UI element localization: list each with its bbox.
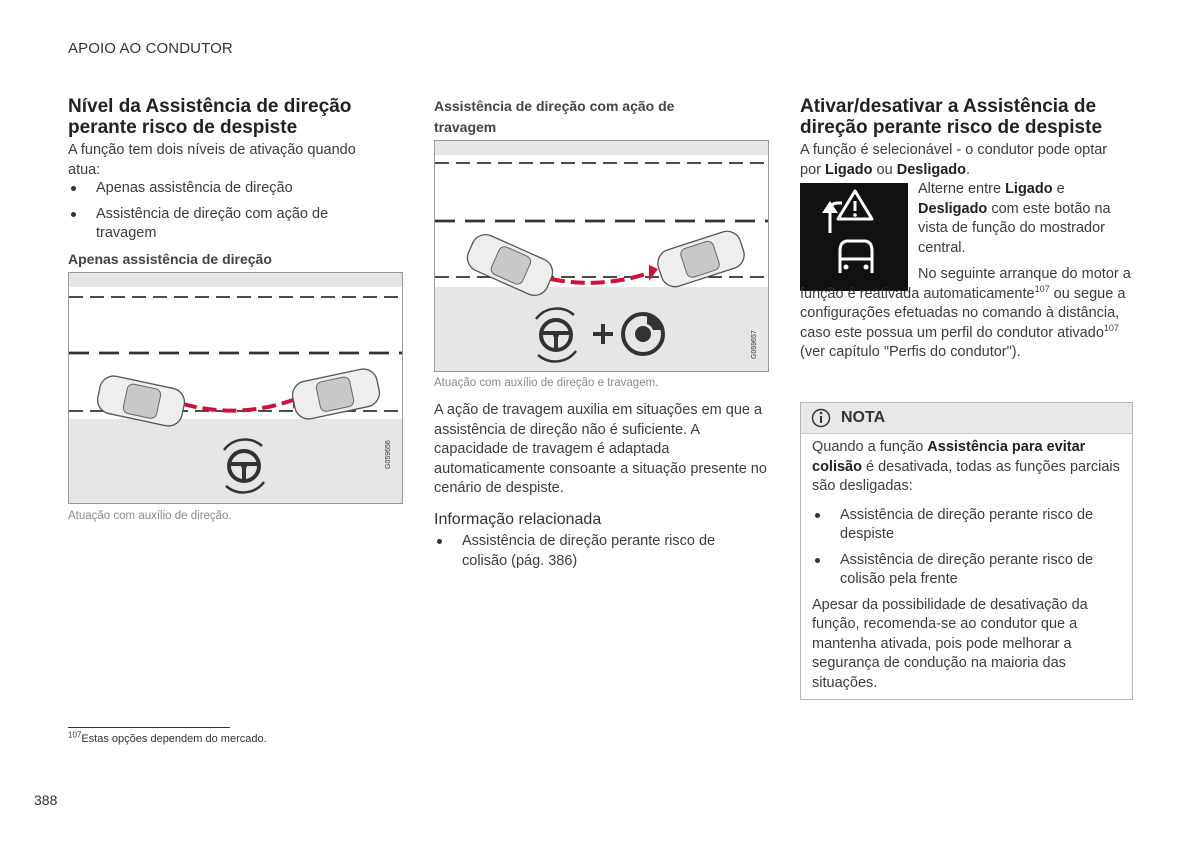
- nota-box: [800, 402, 1133, 700]
- figure-steering-braking: [434, 140, 769, 372]
- steering-assist-icon: [536, 309, 576, 362]
- nota-header: [801, 403, 1132, 434]
- footnote-divider: [68, 727, 230, 728]
- figure-code: G059656: [385, 440, 392, 469]
- section-title-level: Nível da Assistência de direção perante risco de despiste: [68, 96, 352, 138]
- toggle-intro: A função é selecionável - o condutor pode optar por Ligado ou Desligado.: [800, 142, 1108, 178]
- figure-caption: Atuação com auxílio de direção.: [68, 510, 232, 522]
- list-item: Assistência de direção com ação de travagem: [68, 205, 390, 244]
- restart-paragraph: No seguinte arranque do motor a função é reativada automaticamente$^{107}$ ou segue a configurações efetuadas no comando à distância, caso este possua um perfil do condutor ativado$^{107}$ (ver capítulo "Perfis do condutor").: [800, 266, 1131, 360]
- list-item: Apenas assistência de direção: [68, 179, 390, 199]
- figure-caption: Atuação com auxílio de direção e travagem.: [434, 377, 659, 389]
- toggle-instruction: Alterne entre Ligado e Desligado com este botão na vista de função do mostrador central.: [918, 181, 1111, 256]
- related-link[interactable]: Assistência de direção perante risco de colisão (pág. 386): [434, 532, 764, 571]
- list-item: Assistência de direção perante risco de despiste: [812, 506, 1120, 545]
- list-item: Assistência de direção perante risco de colisão pela frente: [812, 551, 1120, 590]
- page-header: APOIO AO CONDUTOR: [68, 40, 233, 57]
- page-number: 388: [34, 792, 58, 808]
- steering-assist-icon: [224, 440, 264, 493]
- nota-recommendation: Apesar da possibilidade de desativação da função, recomenda-se ao condutor que a mantenha ativada, pois pode melhorar a segurança de condução na maioria das situações.: [812, 596, 1088, 691]
- road-illustration: [69, 273, 402, 503]
- intro-text: A função tem dois níveis de ativação quando atua:: [68, 142, 356, 178]
- section-title-toggle: Ativar/desativar a Assistência de direção perante risco de despiste: [800, 96, 1103, 138]
- plus-icon: [593, 324, 613, 344]
- braking-paragraph: A ação de travagem auxilia em situações em que a assistência de direção não é suficiente. A capacidade de travagem é adaptada automaticamente consoante a situação presente no cenário de despiste.: [434, 402, 767, 496]
- level-list: [68, 179, 390, 250]
- subheading-steering-only: Apenas assistência de direção: [68, 251, 272, 267]
- nota-title: NOTA: [841, 409, 886, 426]
- figure-code: G059657: [751, 330, 758, 359]
- related-info-title: Informação relacionada: [434, 511, 602, 528]
- figure-steering-only: [68, 272, 403, 504]
- subheading-steering-braking: Assistência de direção com ação de travagem: [434, 98, 675, 135]
- footnote: $^{107}$Estas opções dependem do mercado.: [68, 730, 267, 745]
- info-icon: [811, 408, 831, 428]
- related-list: [434, 532, 764, 577]
- nota-paragraph: Quando a função Assistência para evitar colisão é desativada, todas as funções parciais são desligadas:: [812, 439, 1120, 494]
- brake-disc-icon: [623, 314, 663, 354]
- nota-list: [812, 506, 1120, 590]
- road-illustration: [435, 141, 768, 371]
